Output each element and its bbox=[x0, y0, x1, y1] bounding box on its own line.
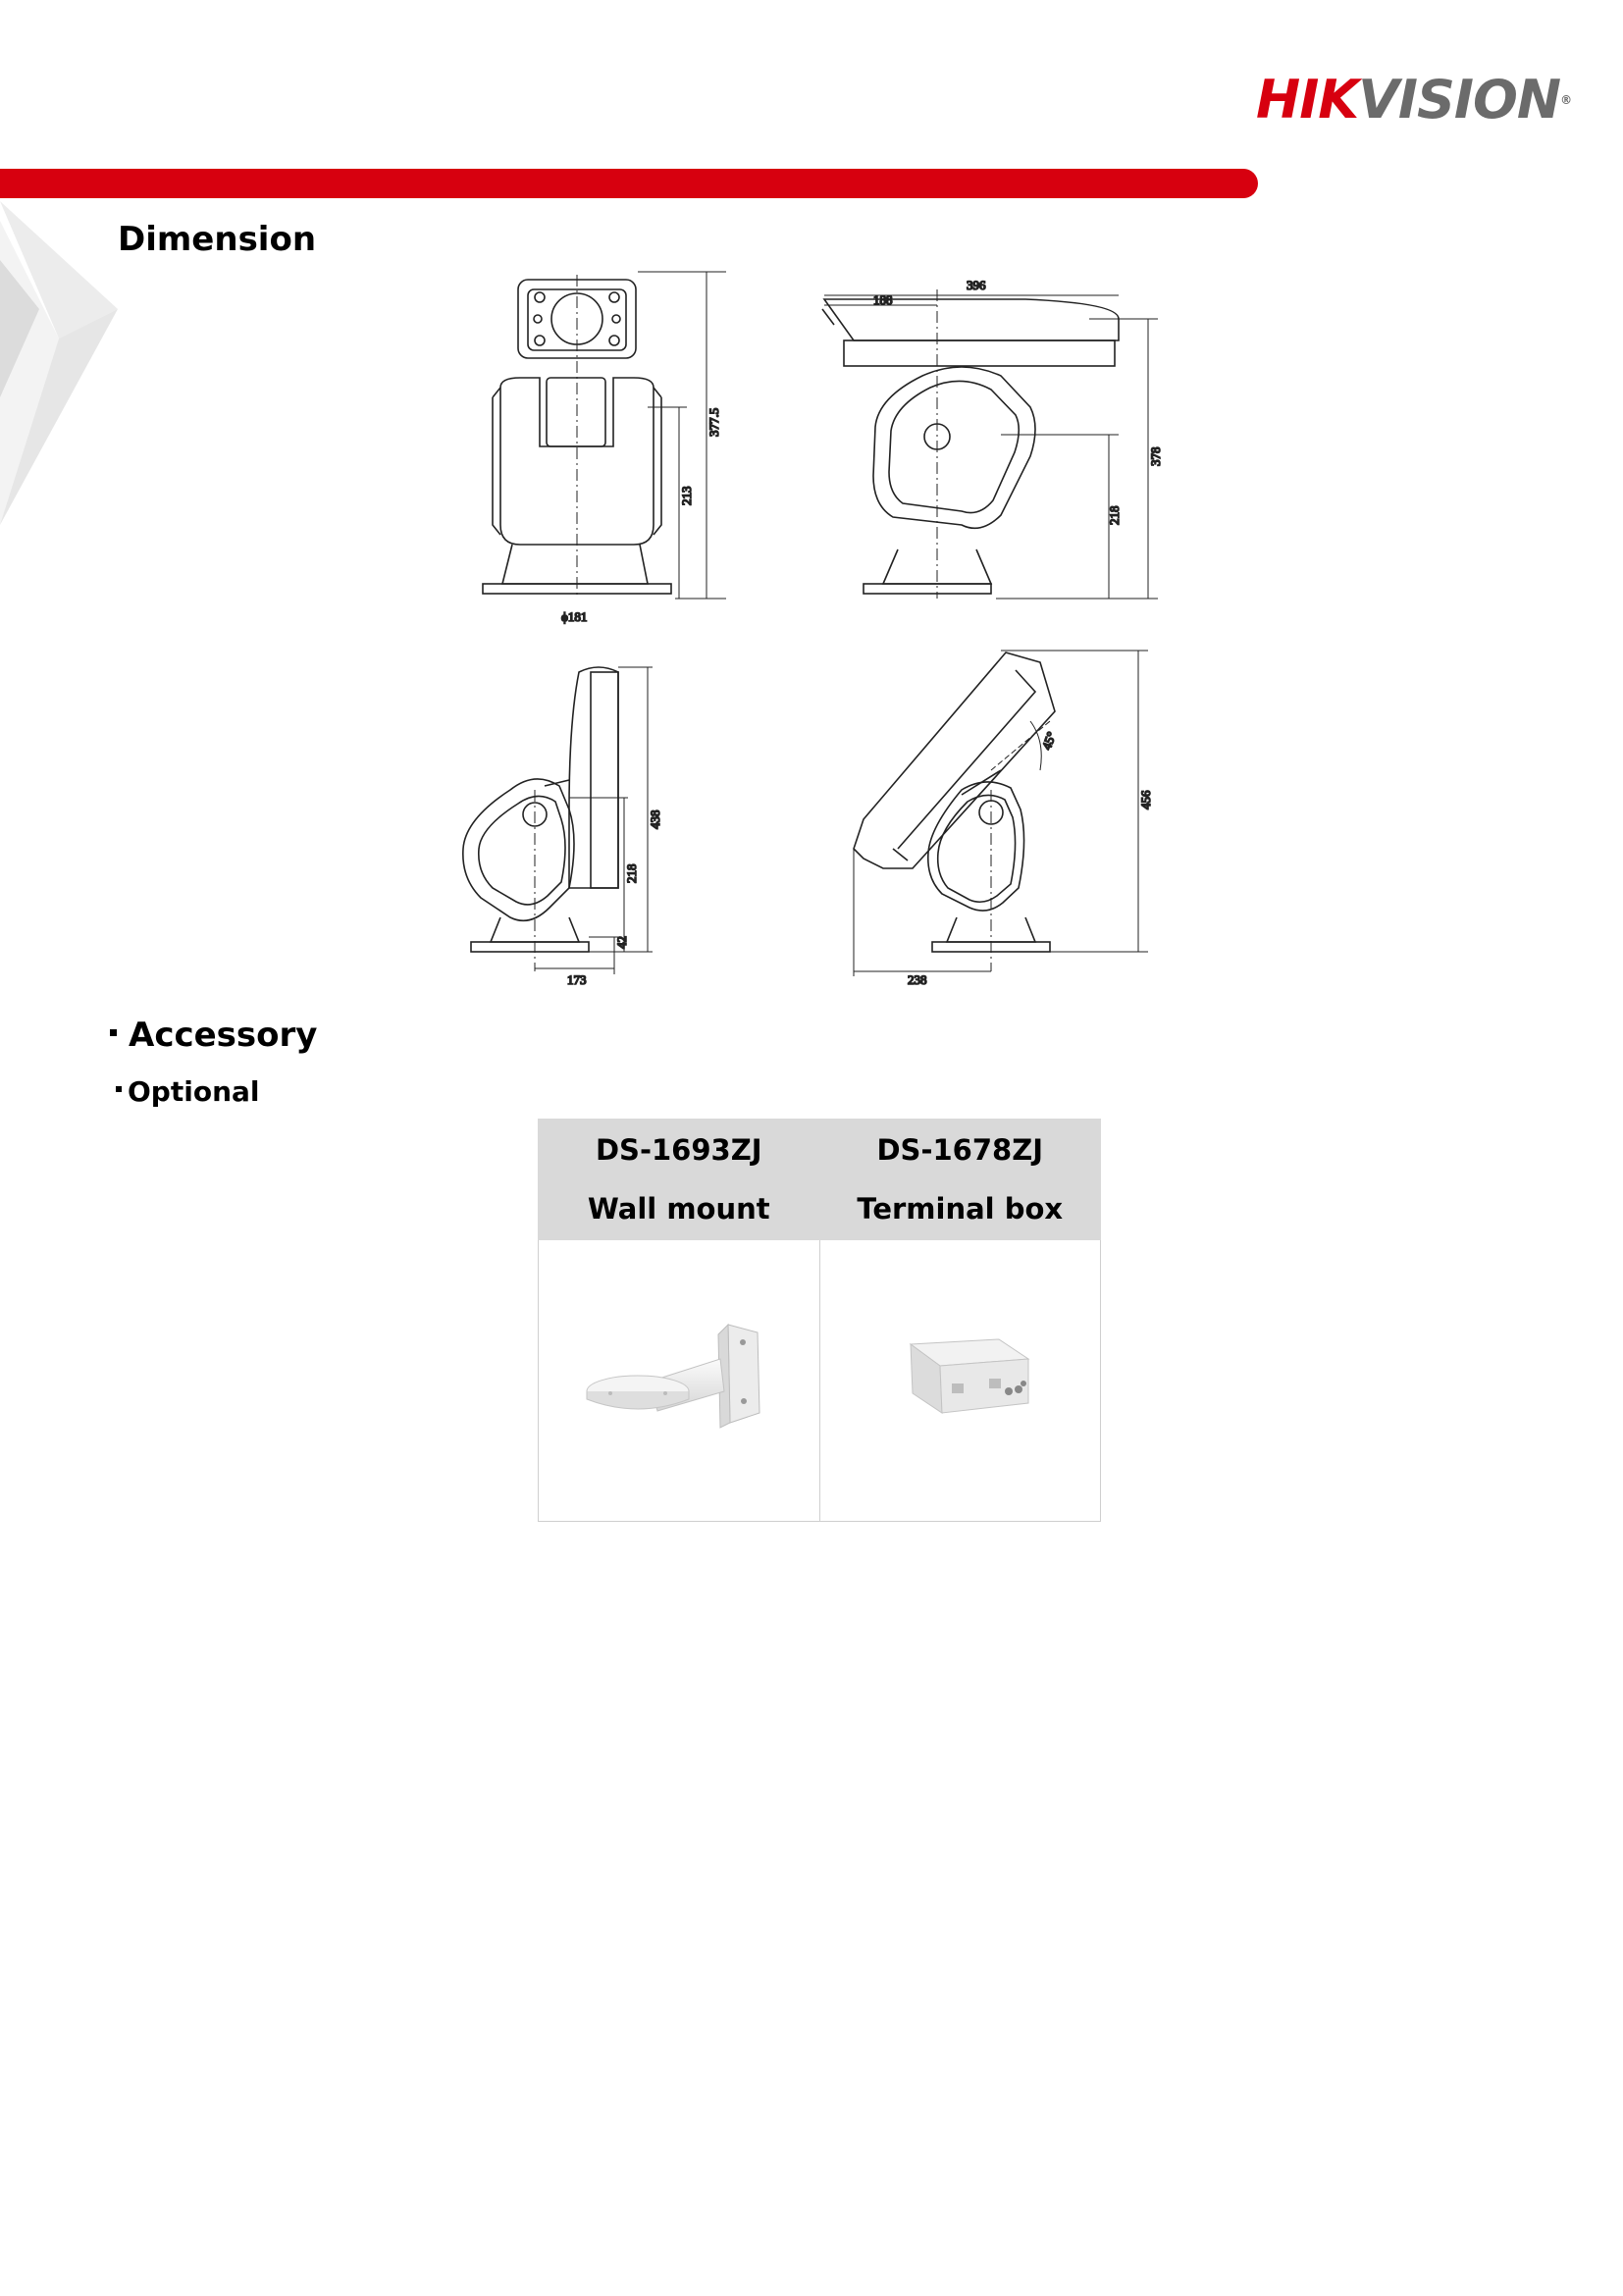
angled-base-width-label: 238 bbox=[908, 972, 927, 987]
front-total-height-label: 377.5 bbox=[707, 407, 721, 437]
optional-subheading bbox=[116, 1075, 260, 1108]
angled-view bbox=[854, 651, 1148, 976]
side-lower-height-label: 218 bbox=[1107, 505, 1122, 525]
wall-mount-bracket-icon bbox=[581, 1315, 777, 1442]
angled-total-height-label: 456 bbox=[1138, 790, 1153, 809]
angled-angle-label: 45° bbox=[1038, 729, 1060, 753]
logo-hik: HIK bbox=[1256, 69, 1359, 130]
bullet-icon bbox=[116, 1086, 122, 1092]
header-red-bar bbox=[0, 169, 1258, 198]
side-top-offset-label: 188 bbox=[873, 292, 893, 307]
tilt-total-height-label: 438 bbox=[648, 809, 662, 829]
terminal-box-icon bbox=[881, 1325, 1038, 1433]
tilt-base-width-label: 173 bbox=[567, 972, 587, 987]
decorative-facets bbox=[0, 201, 128, 525]
logo-vision: VISION bbox=[1358, 69, 1561, 130]
dimension-heading: Dimension bbox=[118, 220, 317, 259]
accessory-name: Terminal box bbox=[857, 1192, 1064, 1226]
front-base-diameter-label: ϕ181 bbox=[561, 609, 588, 624]
accessory-heading-text: Accessory bbox=[129, 1016, 318, 1055]
accessory-heading bbox=[110, 1016, 317, 1055]
optional-subheading-text: Optional bbox=[128, 1075, 260, 1108]
brand-logo: HIKVISION® bbox=[1256, 69, 1572, 130]
accessory-image-cell bbox=[819, 1240, 1101, 1522]
accessory-table bbox=[538, 1119, 1101, 1522]
tilt-lower-height-label: 218 bbox=[624, 863, 639, 883]
side-total-height-label: 378 bbox=[1148, 446, 1163, 466]
front-view bbox=[483, 272, 726, 599]
accessory-header-cell bbox=[539, 1120, 820, 1240]
accessory-header-row bbox=[539, 1120, 1101, 1240]
accessory-model: DS-1693ZJ bbox=[595, 1133, 762, 1167]
side-view bbox=[822, 289, 1158, 599]
tilt-view bbox=[463, 667, 653, 974]
bullet-icon bbox=[110, 1029, 117, 1036]
side-top-width-label: 396 bbox=[967, 278, 986, 292]
accessory-image-cell bbox=[539, 1240, 820, 1522]
accessory-name: Wall mount bbox=[587, 1192, 770, 1226]
front-lower-height-label: 213 bbox=[679, 486, 694, 505]
accessory-header-cell bbox=[819, 1120, 1101, 1240]
accessory-image-row bbox=[539, 1240, 1101, 1522]
tilt-base-height-label: 42 bbox=[614, 936, 629, 949]
dimension-drawing bbox=[451, 260, 1197, 996]
accessory-model: DS-1678ZJ bbox=[876, 1133, 1044, 1167]
